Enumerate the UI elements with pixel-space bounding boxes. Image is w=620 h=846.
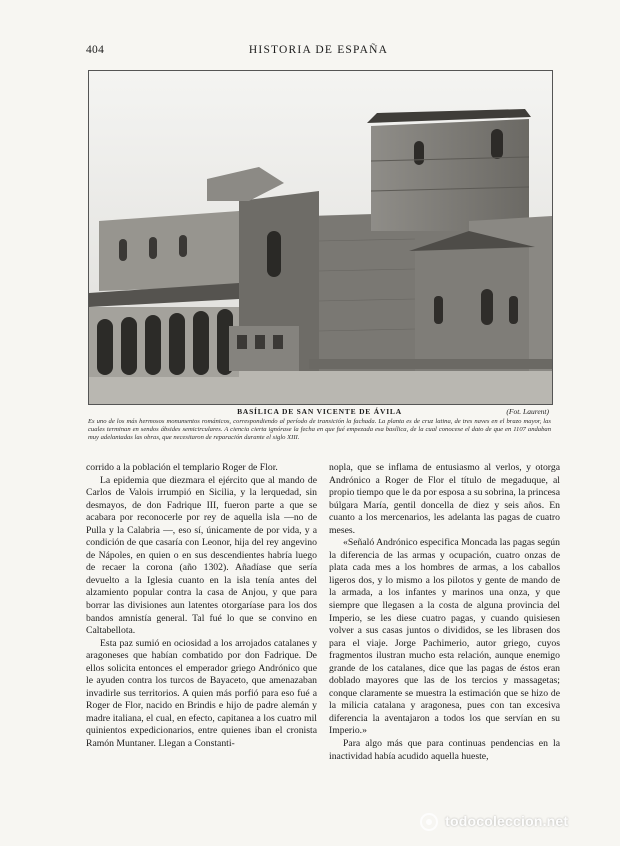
paragraph: La epidemia que diezmara el ejército que al mando de Carlos de Valois irrumpió en Sicilia, y la lerquedad, sin desmayos, de don Fadrique III, fueron parte a que se acabara por reconocerle por rey de aquella isla —no de Pulla y la Calabria —, eso sí, únicamente de por vida, y a condición de que casaría con Leonor, hija del rey angevino de Nápoles, en quien o en sus descendientes habría luego de recaer la corona (año 1302). Añadíase que sería devuelto a la Iglesia cuanto en la isla tenía antes del alzamiento popular contra la casa de Anjou, y que para borrar las divisiones aun latentes otorgaríase para los dos bandos amnistía general. Tal fué lo que se convino en Caltabellota. bbox=[86, 474, 317, 637]
plate-title: BASÍLICA DE SAN VICENTE DE ÁVILA bbox=[237, 407, 402, 416]
text-column-right bbox=[329, 462, 560, 763]
text-column-left bbox=[86, 462, 317, 751]
photo-credit: (Fot. Laurent) bbox=[506, 407, 549, 416]
paragraph: Esta paz sumió en ociosidad a los arrojados catalanes y aragoneses que habían combatido por don Fadrique. De ellos solicita entonces el emperador griego Andrónico que le ayuden contra los turcos de Bayaceto, que amenazaban invadirle sus territorios. A quien más porfió para eso fué a Roger de Flor, nacido en Brindis e hijo de padre alemán y madre italiana, el cual, en efecto, capitanea a los cuatro mil quinientos expedicionarios, entre quienes iban el cronista Ramón Muntaner. Llegan a Constanti- bbox=[86, 637, 317, 750]
page-number: 404 bbox=[86, 44, 105, 56]
watermark-logo-icon bbox=[420, 813, 438, 831]
running-title: HISTORIA DE ESPAÑA bbox=[248, 44, 389, 56]
paragraph: «Señaló Andrónico especifica Moncada las pagas según la diferencia de las armas y ocupación, cuatro onzas de plata cada mes a los hombres de armas, a los caballos ligeros dos, y lo mismo a los pilotos y gente de mando de la armada, a los infantes y marinos una onza, y que siempre que llegasen a la costa de alguna provincia del Imperio, se les diese cuatro pagas, y cuando quisiesen volver a sus casas juntos o divididos, se les librasen dos para el viaje. Jorge Pachimerio, autor griego, cuyos fragmentos ilustran mucho esta relación, aunque enemigo grande de los catalanes, dice que las pagas de éstos eran doblado mayores que las de los tercios y massagetas; conque claramente se muestra la estimación que se hizo de la milicia catalana y aragonesa, pues con tan excesiva diferencia la aventajaron a todos los que servían en su Imperio.» bbox=[329, 537, 560, 737]
plate-description: Es uno de los más hermosos monumentos románicos, correspondiendo al período de transición la fachada. La planta es de cruz latina, de tres naves en el brazo mayor, las cuales terminan en sendos ábsides semicirculares. A ciencia cierta ignórase la fecha en que fué empezada esa basílica, de la cual conocese el dato de que en 1107 andaban muy adelantadas las obras, que necesitaron de reparación durante el siglo XIII. bbox=[88, 418, 551, 441]
paragraph: corrido a la población el templario Roger de Flor. bbox=[86, 462, 278, 473]
paragraph: nopla, que se inflama de entusiasmo al verlos, y otorga Andrónico a Roger de Flor el título de megaduque, al propio tiempo que le da por esposa a su sobrina, la princesa búlgara María, gentil doncella de diez y seis años. En cuanto a los mercenarios, les adelanta las pagas de cuatro meses. bbox=[329, 462, 560, 536]
watermark bbox=[420, 813, 620, 839]
watermark-text: todocoleccion.net bbox=[445, 813, 569, 829]
basilica-illustration bbox=[89, 71, 552, 404]
running-head bbox=[86, 44, 551, 60]
paragraph: Para algo más que para continuas pendencias en la inactividad había acudido aquella hueste, bbox=[329, 738, 560, 762]
basilica-photograph bbox=[88, 70, 553, 405]
